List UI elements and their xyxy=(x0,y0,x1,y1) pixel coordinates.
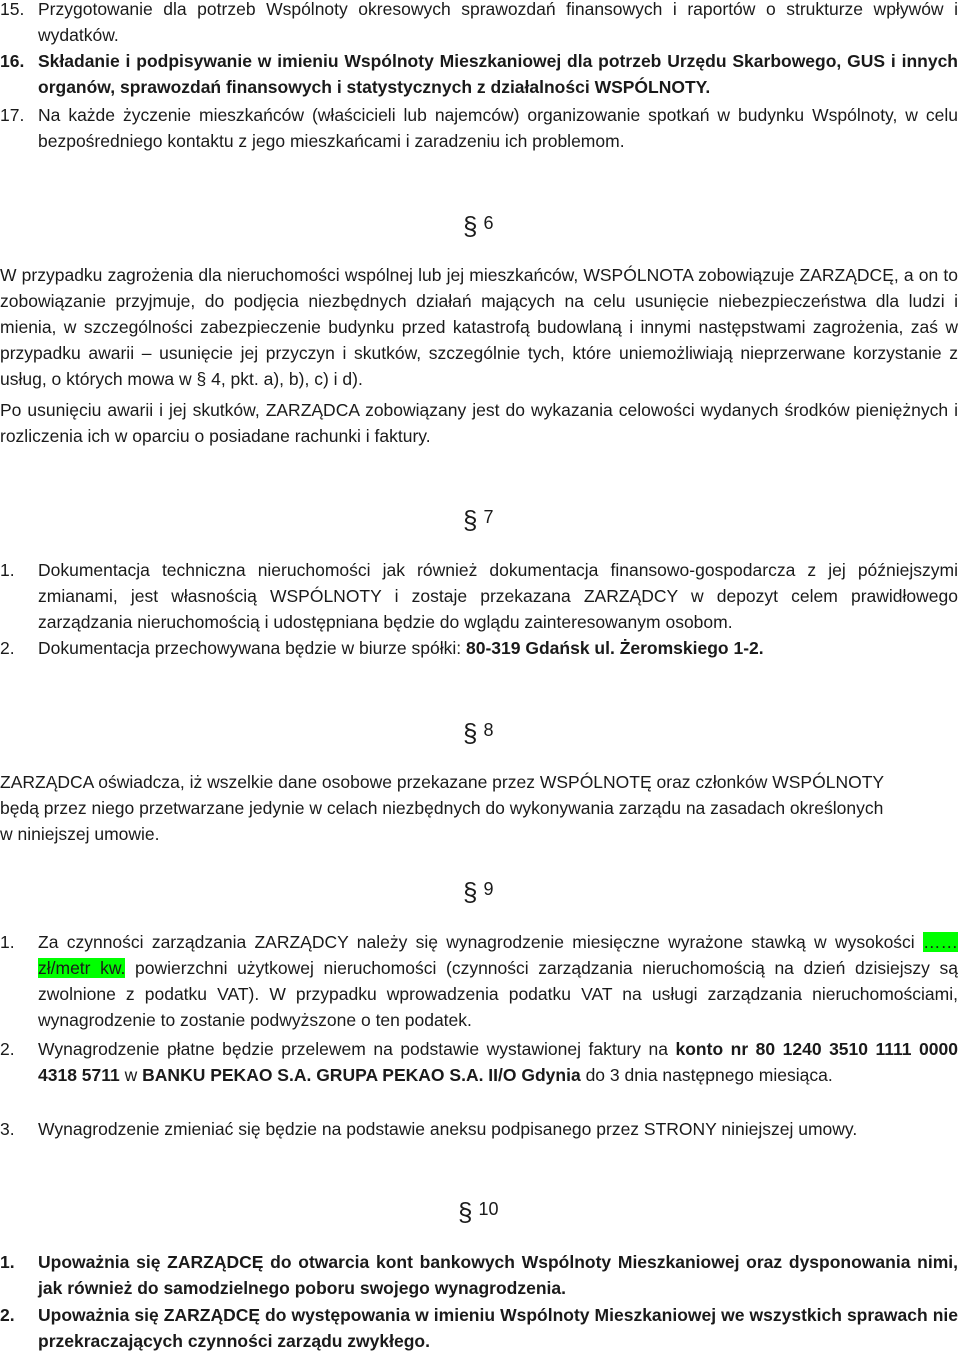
office-address: 80-319 Gdańsk ul. Żeromskiego 1-2. xyxy=(466,638,764,658)
list-item-16 xyxy=(0,48,958,100)
list-number: 15. xyxy=(0,0,25,19)
section-heading-9 xyxy=(463,876,493,905)
list-item-17 xyxy=(0,102,958,154)
section-symbol: § xyxy=(463,718,478,748)
section-7-item-1 xyxy=(0,557,958,635)
section-number: 9 xyxy=(483,879,494,899)
list-text-plain: do 3 dnia następnego miesiąca. xyxy=(585,1065,833,1085)
bank-name: BANKU PEKAO S.A. GRUPA PEKAO S.A. II/O Gdynia xyxy=(142,1065,581,1085)
section-heading-7 xyxy=(463,504,493,533)
section-symbol: § xyxy=(196,369,207,389)
list-text: Wynagrodzenie zmieniać się będzie na podstawie aneksu podpisanego przez STRONY niniejszej umowy. xyxy=(38,1119,858,1139)
list-number: 16. xyxy=(0,51,25,71)
list-number: 2. xyxy=(0,638,15,658)
list-text: Dokumentacja techniczna nieruchomości jak również dokumentacja finansowo-gospodarcza z jej późniejszymi zmianami, jest własnością WSPÓLNOTY i zostaje przekazana ZARZĄDCY w depozyt celem prawidłowego zarządzania nieruchomością i udostępniana będzie do wglądu zainteresowanym osobom. xyxy=(38,560,958,632)
section-6-paragraph-2: Po usunięciu awarii i jej skutków, ZARZĄDCA zobowiązany jest do wykazania celowości wydanych środków pieniężnych i rozliczenia ich w oparciu o posiadane rachunki i faktury. xyxy=(0,400,958,446)
list-text: Upoważnia się ZARZĄDCĘ do występowania w imieniu Wspólnoty Mieszkaniowej we wszystkich sprawach nie przekraczających czynności zarządu zwykłego. xyxy=(38,1305,958,1351)
section-8-paragraph: ZARZĄDCA oświadcza, iż wszelkie dane osobowe przekazane przez WSPÓLNOTĘ oraz członków WSPÓLNOTY będą przez niego przetwarzane jedynie w celach niezbędnych do wykonywania zarządu na zasadach określonych w niniejszej umowie. xyxy=(0,772,884,844)
list-text-plain: Za czynności zarządzania ZARZĄDCY należy się wynagrodzenie miesięczne wyrażone stawką w wysokości xyxy=(38,932,915,952)
list-number: 1. xyxy=(0,1252,15,1272)
section-10-item-1 xyxy=(0,1249,958,1301)
list-text-plain: Dokumentacja przechowywana będzie w biurze spółki: xyxy=(38,638,462,658)
paragraph-text: W przypadku zagrożenia dla nieruchomości wspólnej lub jej mieszkańców, WSPÓLNOTA zobowiązuje ZARZĄDCĘ, a on to zobowiązanie przyjmuje, do podjęcia niezbędnych działań mających na celu usunięcie niebezpieczeństwa dla ludzi i mienia, w szczególności zabezpieczenie budynku przed katastrofą budowlaną i innymi następstwami zagrożenia, zaś w przypadku awarii – usunięcie jej przyczyn i skutków, szczególnie tych, które uniemożliwiają nieprzerwane korzystanie z usług, o których mowa w xyxy=(0,265,958,389)
section-number: 8 xyxy=(483,720,494,740)
bank-account-number: konto nr 80 1240 3510 1111 0000 4318 5711 xyxy=(38,1039,958,1085)
list-text: Upoważnia się ZARZĄDCĘ do otwarcia kont bankowych Wspólnoty Mieszkaniowej oraz dysponowania nimi, jak również do samodzielnego poboru swojego wynagrodzenia. xyxy=(38,1252,958,1298)
section-number: 10 xyxy=(478,1199,499,1219)
list-text-plain: w xyxy=(124,1065,138,1085)
section-heading-10 xyxy=(458,1196,499,1225)
section-9-item-1 xyxy=(0,929,958,1033)
rate-highlight: …… zł/metr kw. xyxy=(38,932,958,978)
section-heading-6 xyxy=(463,210,493,239)
section-symbol: § xyxy=(458,1197,473,1227)
section-9-item-3 xyxy=(0,1116,958,1142)
section-symbol: § xyxy=(463,877,478,907)
list-text xyxy=(38,635,958,661)
list-text xyxy=(38,929,958,1033)
list-item-15 xyxy=(0,0,958,48)
list-text: Składanie i podpisywanie w imieniu Wspólnoty Mieszkaniowej dla potrzeb Urzędu Skarbowego, GUS i innych organów, sprawozdań finansowych i statystycznych z działalności WSPÓLNOTY. xyxy=(38,51,958,97)
list-text: Przygotowanie dla potrzeb Wspólnoty okresowych sprawozdań finansowych i raportów o strukturze wpływów i wydatków. xyxy=(38,0,958,45)
section-symbol: § xyxy=(463,211,478,241)
list-text xyxy=(38,1036,958,1088)
list-number: 17. xyxy=(0,105,25,125)
section-7-item-2 xyxy=(0,635,958,661)
list-number: 2. xyxy=(0,1039,15,1059)
list-text-plain: powierzchni użytkowej nieruchomości (czynności zarządzania nieruchomością na dzień dzisiejszy są zwolnione z podatku VAT). W przypadku wprowadzenia podatku VAT na usługi zarządzania nieruchomościami, wynagrodzenie to zostanie podwyższone o ten podatek. xyxy=(38,958,958,1030)
list-number: 3. xyxy=(0,1119,15,1139)
list-number: 1. xyxy=(0,932,15,952)
section-number: 7 xyxy=(483,507,494,527)
list-number: 2. xyxy=(0,1305,15,1325)
section-symbol: § xyxy=(463,505,478,535)
section-number: 6 xyxy=(483,213,494,233)
section-10-item-2 xyxy=(0,1302,958,1354)
list-number: 1. xyxy=(0,560,15,580)
list-text-plain: Wynagrodzenie płatne będzie przelewem na podstawie wystawionej faktury na xyxy=(38,1039,668,1059)
section-heading-8 xyxy=(463,717,493,746)
section-6-paragraph-1 xyxy=(0,262,958,392)
section-9-item-2 xyxy=(0,1036,958,1088)
list-text: Na każde życzenie mieszkańców (właścicieli lub najemców) organizowanie spotkań w budynku Wspólnoty, w celu bezpośredniego kontaktu z jego mieszkańcami i zaradzeniu ich problemom. xyxy=(38,105,958,151)
paragraph-ref: 4, pkt. a), b), c) i d). xyxy=(211,369,363,389)
